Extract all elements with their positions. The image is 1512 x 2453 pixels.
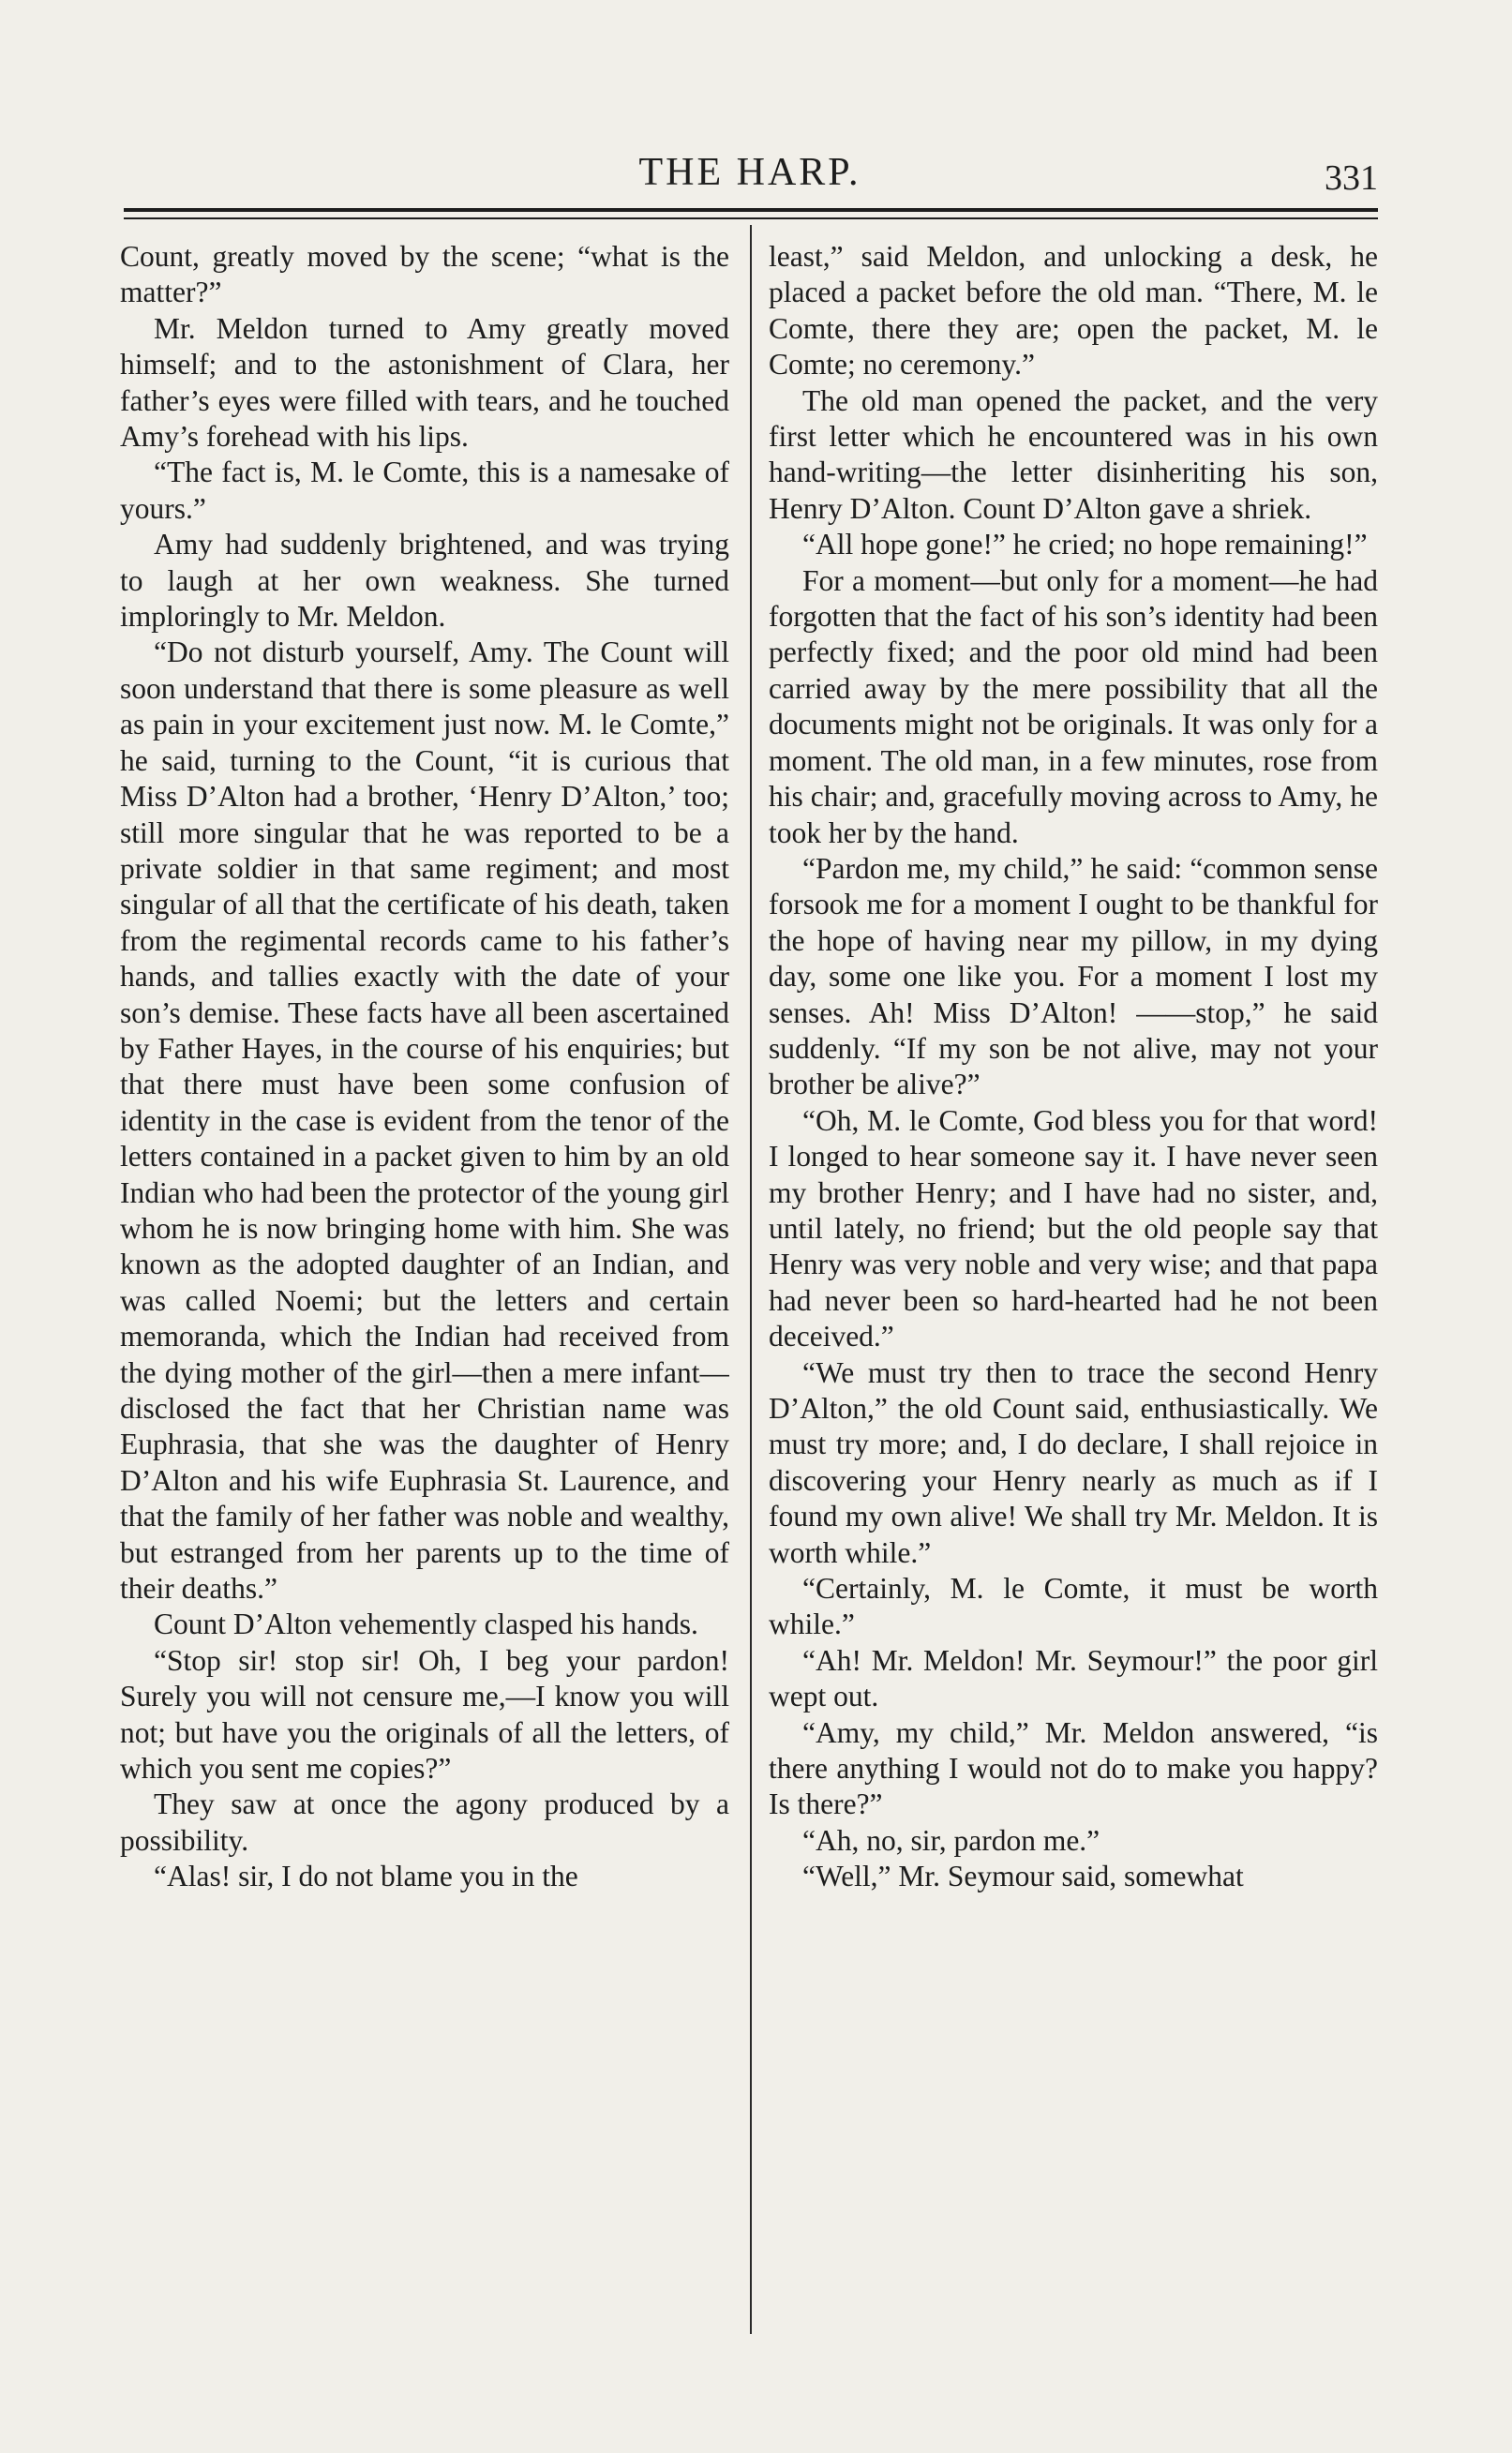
left-column (120, 239, 729, 2329)
paragraph: “Certainly, M. le Comte, it must be worth while.” (769, 1572, 1378, 1641)
paragraph: “Ah! Mr. Meldon! Mr. Seymour!” the poor girl wept out. (769, 1643, 1378, 1713)
paragraph: “Pardon me, my child,” he said: “common sense forsook me for a moment I ought to be thankful for the hope of having near my pillow, in my dying day, some one like you. For a moment I lost my senses. Ah! Miss D’Alton! ——stop,” he said suddenly. “If my son be not alive, may not your brother be alive?” (769, 851, 1378, 1101)
page-title: THE HARP. (638, 151, 861, 194)
paragraph: “Do not disturb yourself, Amy. The Count will soon understand that there is some pleasure as well as pain in your excitement just now. M. le Comte,” he said, turning to the Count, “it is curious that Miss D’Alton had a brother, ‘Henry D’Alton,’ too; still more singular that he was reported to be a private soldier in that same regiment; and most singular of all that the certificate of his death, taken from the regimental records came to his father’s hands, and tallies exactly with the date of your son’s demise. These facts have all been ascertained by Father Hayes, in the course of his enquiries; but that there must have been some confusion of identity in the case is evident from the tenor of the letters contained in a packet given to him by an old Indian who had been the protector of the young girl whom he is now bringing home with him. She was known as the adopted daughter of an Indian, and was called Noemi; but the letters and certain memoranda, which the Indian had received from the dying mother of the girl—then a mere infant—disclosed the fact that her Christian name was Euphrasia, that she was the daughter of Henry D’Alton and his wife Euphrasia St. Laurence, and that the family of her father was noble and wealthy, but estranged from her parents up to the time of their deaths.” (120, 636, 729, 1606)
page-number: 331 (1325, 158, 1378, 198)
paragraph: The old man opened the packet, and the very first letter which he encountered was in his own hand-writing—the letter disinheriting his son, Henry D’Alton. Count D’Alton gave a shriek. (769, 383, 1378, 525)
paragraph: For a moment—but only for a moment—he had forgotten that the fact of his son’s identity had been perfectly fixed; and the poor old mind had been carried away by the mere possibility that all the documents might not be originals. It was only for a moment. The old man, in a few minutes, rose from his chair; and, gracefully moving across to Amy, he took her by the hand. (769, 563, 1378, 849)
paragraph: least,” said Meldon, and unlocking a desk, he placed a packet before the old man. “There, M. le Comte, there they are; open the packet, M. le Comte; no ceremony.” (769, 240, 1378, 381)
paragraph: “We must try then to trace the second Henry D’Alton,” the old Count said, enthusiastically. We must try more; and, I do declare, I shall rejoice in discovering your Henry nearly as much as if I found my own alive! We shall try Mr. Meldon. It is worth while.” (769, 1355, 1378, 1569)
paragraph: “All hope gone!” he cried; no hope remaining!” (802, 528, 1368, 561)
paragraph: “Ah, no, sir, pardon me.” (802, 1823, 1100, 1857)
header-rule-thin (124, 217, 1378, 219)
paragraph: They saw at once the agony produced by a possibility. (120, 1787, 729, 1857)
header-rule-thick (124, 208, 1378, 212)
paragraph: “Stop sir! stop sir! Oh, I beg your pardon! Surely you will not censure me,—I know you will not; but have you the originals of all the letters, of which you sent me copies?” (120, 1643, 729, 1786)
paragraph: Count D’Alton vehemently clasped his hands. (154, 1608, 698, 1641)
paragraph: Amy had suddenly brightened, and was trying to laugh at her own weakness. She turned imploringly to Mr. Meldon. (120, 528, 729, 634)
paragraph: “Alas! sir, I do not blame you in the (154, 1860, 578, 1893)
column-divider (750, 225, 752, 2334)
paragraph: “Oh, M. le Comte, God bless you for that word! I longed to hear someone say it. I have never seen my brother Henry; and I have had no sister, and, until lately, no friend; but the old people say that Henry was very noble and very wise; and that papa had never been so hard-hearted had he not been deceived.” (769, 1103, 1378, 1354)
paragraph: Mr. Meldon turned to Amy greatly moved himself; and to the astonishment of Clara, her father’s eyes were filled with tears, and he touched Amy’s forehead with his lips. (120, 311, 729, 454)
paragraph: “Well,” Mr. Seymour said, somewhat (802, 1860, 1244, 1893)
paragraph: Count, greatly moved by the scene; “what is the matter?” (120, 240, 729, 309)
paragraph: “Amy, my child,” Mr. Meldon answered, “is there anything I would not do to make you happy? Is there?” (769, 1715, 1378, 1821)
paragraph: “The fact is, M. le Comte, this is a namesake of yours.” (120, 456, 729, 525)
page-header (122, 150, 1378, 206)
right-column (769, 239, 1378, 2329)
